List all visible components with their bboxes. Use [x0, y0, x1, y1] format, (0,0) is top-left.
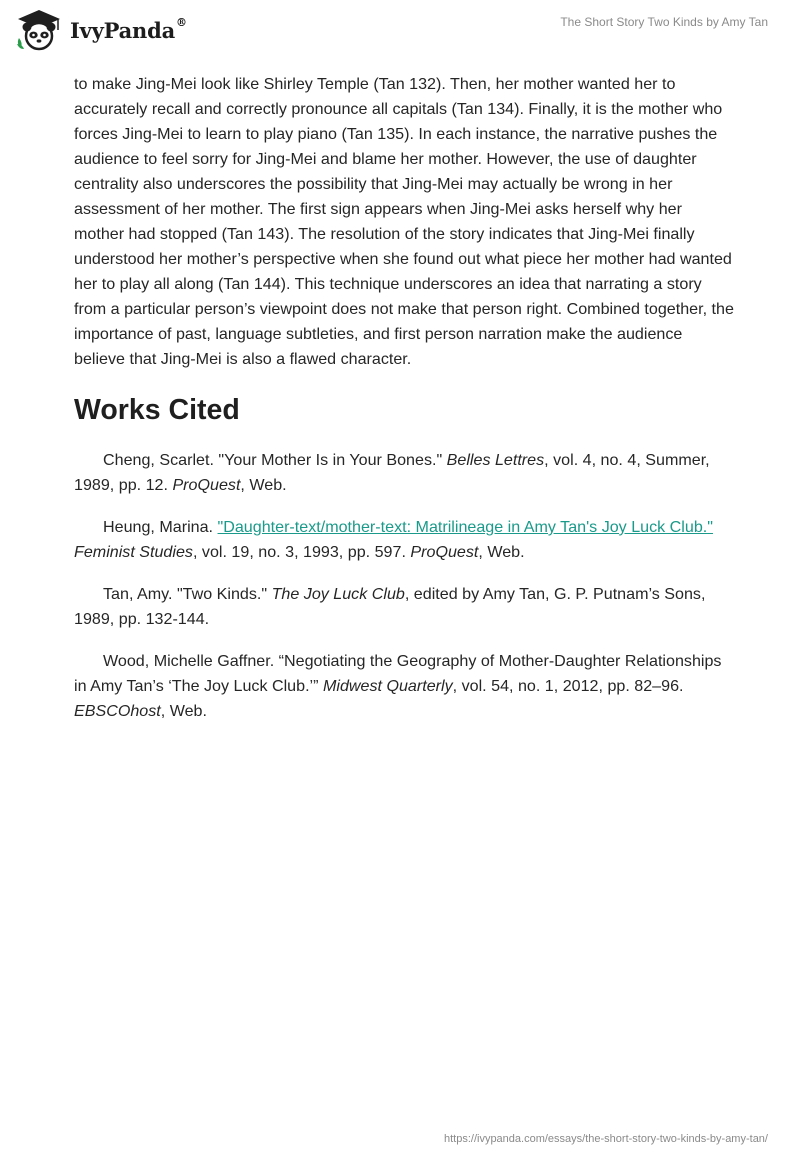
citation-title: "Two Kinds." — [176, 585, 272, 603]
citation-details: , vol. 4, no. 4, Summer, 1989, pp. 12. — [74, 451, 710, 494]
page-header — [0, 0, 800, 68]
document-title: The Short Story Two Kinds by Amy Tan — [560, 15, 768, 29]
citation-container: The Joy Luck Club — [271, 585, 405, 603]
citation-author: Heung, Marina. — [103, 518, 218, 536]
citation-container: Feminist Studies — [74, 543, 193, 561]
citation-end: , Web. — [240, 476, 287, 494]
citation-author: Cheng, Scarlet. — [103, 451, 219, 469]
citation-author: Tan, Amy. — [103, 585, 177, 603]
citation-tan — [74, 582, 734, 632]
citation-details: , vol. 54, no. 1, 2012, pp. 82–96. — [452, 677, 684, 695]
citation-database: EBSCOhost — [74, 702, 161, 720]
citation-details: , vol. 19, no. 3, 1993, pp. 597. — [192, 543, 411, 561]
citation-title: “Negotiating the Geography of Mother-Daughter Relationships in Amy Tan’s ‘The Joy Luck Club.’” — [74, 652, 722, 695]
citation-details: , edited by Amy Tan, G. P. Putnam’s Sons, 1989, pp. 132-144. — [74, 585, 706, 628]
citation-wood — [74, 649, 734, 724]
footer-url[interactable]: https://ivypanda.com/essays/the-short-story-two-kinds-by-amy-tan/ — [443, 1133, 768, 1145]
citation-end: , Web. — [160, 702, 207, 720]
registered-mark: ® — [176, 15, 187, 29]
citation-cheng — [74, 448, 734, 498]
citation-end: , Web. — [478, 543, 525, 561]
works-cited-heading: Works Cited — [74, 394, 240, 426]
citation-container: Belles Lettres — [446, 451, 545, 469]
citation-container: Midwest Quarterly — [322, 677, 453, 695]
citation-database: ProQuest — [410, 543, 479, 561]
citation-title: "Your Mother Is in Your Bones." — [218, 451, 447, 469]
body-paragraph: to make Jing-Mei look like Shirley Temple (Tan 132). Then, her mother wanted her to accurately recall and correctly pronounce all capitals (Tan 134). Finally, it is the mother who forces Jing-Mei to learn to play piano (Tan 135). In each instance, the narrative pushes the audience to feel sorry for Jing-Mei and blame her mother. However, the use of daughter centrality also underscores the possibility that Jing-Mei may actually be wrong in her assessment of her mother. The first sign appears when Jing-Mei asks herself why her mother had stopped (Tan 143). The resolution of the story indicates that Jing-Mei finally understood her mother’s perspective when she found out what piece her mother had wanted her to play all along (Tan 144). This technique underscores an idea that narrating a story from a particular person’s viewpoint does not make that person right. Combined together, the importance of past, language subtleties, and first person narration make the audience believe that Jing-Mei is also a flawed character. — [74, 75, 734, 368]
essay-content — [74, 72, 734, 724]
citation-author: Wood, Michelle Gaffner. — [103, 652, 279, 670]
citation-link[interactable]: "Daughter-text/mother-text: Matrilineage in Amy Tan's Joy Luck Club." — [217, 518, 713, 536]
brand-logo[interactable] — [14, 8, 187, 52]
citation-database: ProQuest — [172, 476, 241, 494]
brand-name: IvyPanda® — [70, 15, 187, 43]
panda-graduate-icon — [14, 8, 64, 52]
citation-heung — [74, 515, 734, 565]
